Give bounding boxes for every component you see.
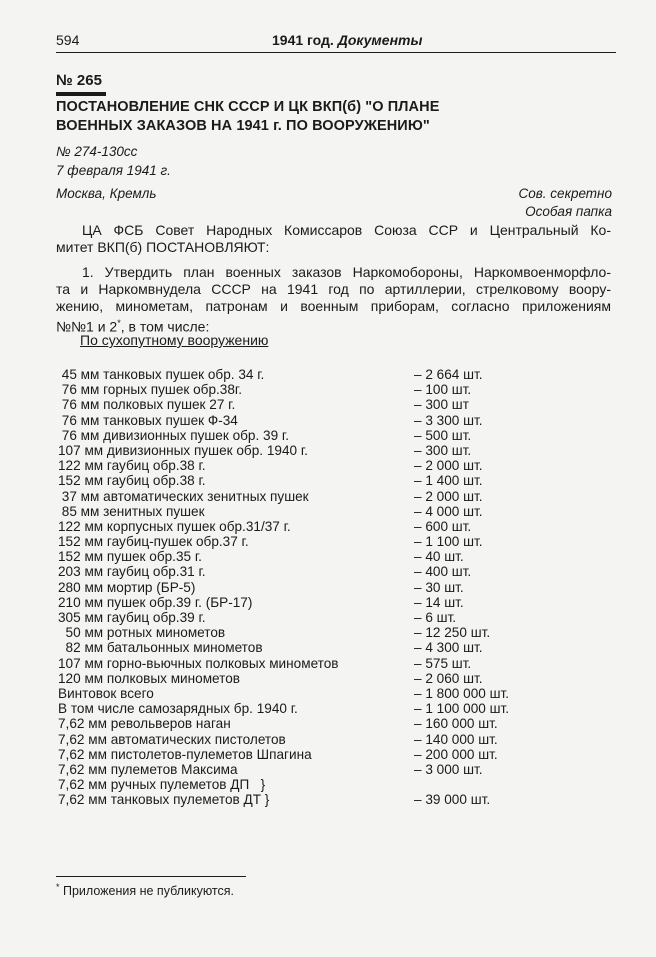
list-item <box>58 777 578 792</box>
list-item <box>58 504 578 519</box>
footnote <box>56 882 234 898</box>
item-quantity: – 600 шт. <box>414 518 472 534</box>
preamble <box>56 222 611 256</box>
item-name: 122 мм корпусных пушек обр.31/37 г. <box>58 518 291 534</box>
item-name: 280 мм мортир (БР-5) <box>58 579 196 595</box>
item-quantity: – 160 000 шт. <box>414 716 498 732</box>
footnote-reference: * <box>117 318 121 328</box>
item-name: 76 мм полковых пушек 27 г. <box>58 397 236 413</box>
footnote-rule <box>56 876 246 877</box>
item-name: 7,62 мм пистолетов-пулеметов Шпагина <box>58 746 312 762</box>
list-item <box>58 443 578 458</box>
running-title-year: 1941 год. <box>272 32 334 48</box>
list-item <box>58 397 578 412</box>
item-quantity: – 30 шт. <box>414 579 464 595</box>
list-item <box>58 716 578 731</box>
list-item <box>58 732 578 747</box>
footnote-text: Приложения не публикуются. <box>59 884 234 899</box>
item-name: 7,62 мм ручных пулеметов ДП } <box>58 777 266 793</box>
item-name: 210 мм пушек обр.39 г. (БР-17) <box>58 594 253 610</box>
point-1-line: 1. Утвердить план военных заказов Наркомобороны, Наркомвоенморфло- <box>82 264 611 280</box>
item-quantity: – 200 000 шт. <box>414 746 498 762</box>
point-1 <box>56 264 611 336</box>
item-name: 107 мм дивизионных пушек обр. 1940 г. <box>58 442 308 458</box>
document-number: № 265 <box>56 72 102 89</box>
item-quantity: – 2 000 шт. <box>414 458 483 474</box>
page-number: 594 <box>56 32 80 48</box>
list-item <box>58 519 578 534</box>
list-item <box>58 701 578 716</box>
footnote-mark: * <box>56 882 60 892</box>
list-item <box>58 747 578 762</box>
item-name: 152 мм пушек обр.35 г. <box>58 549 202 565</box>
document-date: 7 февраля 1941 г. <box>56 163 171 178</box>
list-item <box>58 367 578 382</box>
document-place: Москва, Кремль <box>56 186 157 201</box>
item-name: Винтовок всего <box>58 685 154 701</box>
item-name: 50 мм ротных минометов <box>58 625 226 641</box>
item-name: 7,62 мм пулеметов Максима <box>58 761 238 777</box>
item-quantity: – 100 шт. <box>414 382 472 398</box>
list-item <box>58 382 578 397</box>
running-title-section: Документы <box>337 32 423 48</box>
item-quantity: – 1 800 000 шт. <box>414 685 509 701</box>
document-title-line: ВОЕННЫХ ЗАКАЗОВ НА 1941 г. ПО ВООРУЖЕНИЮ" <box>56 118 430 134</box>
item-name: 76 мм дивизионных пушек обр. 39 г. <box>58 427 290 443</box>
item-name: 76 мм горных пушек обр.38г. <box>58 382 242 398</box>
item-quantity: – 500 шт. <box>414 427 472 443</box>
item-quantity: – 140 000 шт. <box>414 731 498 747</box>
point-1-line: жению, минометам, патронам и военным приборам, согласно приложениям <box>56 298 611 314</box>
item-name: 152 мм гаубиц-пушек обр.37 г. <box>58 534 249 550</box>
item-quantity: – 6 шт. <box>414 610 457 625</box>
item-name: 37 мм автоматических зенитных пушек <box>58 488 309 504</box>
list-item <box>58 656 578 671</box>
running-title <box>272 32 422 48</box>
list-item <box>58 792 578 807</box>
item-name: 85 мм зенитных пушек <box>58 503 205 519</box>
document-number-rule <box>56 92 106 96</box>
classification-folder: Особая папка <box>525 204 612 219</box>
item-quantity: – 300 шт <box>414 397 469 413</box>
item-name: 107 мм горно-вьючных полковых минометов <box>58 655 339 671</box>
point-1-text: №№1 и 2 <box>56 318 118 335</box>
item-quantity: – 40 шт. <box>414 549 464 565</box>
item-name: 203 мм гаубиц обр.31 г. <box>58 564 206 580</box>
list-item <box>58 489 578 504</box>
list-item <box>58 610 578 625</box>
item-quantity: – 2 060 шт. <box>414 670 483 686</box>
item-name: 305 мм гаубиц обр.39 г. <box>58 610 206 625</box>
item-name: 120 мм полковых минометов <box>58 670 241 686</box>
list-item <box>58 473 578 488</box>
list-item <box>58 413 578 428</box>
item-quantity: – 3 300 шт. <box>414 412 483 428</box>
preamble-line: митет ВКП(б) ПОСТАНОВЛЯЮТ: <box>56 239 270 255</box>
item-quantity: – 400 шт. <box>414 564 472 580</box>
item-quantity: – 1 400 шт. <box>414 473 483 489</box>
document-title-line: ПОСТАНОВЛЕНИЕ СНК СССР И ЦК ВКП(б) "О ПЛАНЕ <box>56 99 440 115</box>
item-name: 7,62 мм автоматических пистолетов <box>58 731 286 747</box>
list-item <box>58 640 578 655</box>
list-item <box>58 580 578 595</box>
item-name: 7,62 мм револьверов наган <box>58 716 231 732</box>
item-quantity: – 2 664 шт. <box>414 367 483 382</box>
item-name: В том числе самозарядных бр. 1940 г. <box>58 701 298 717</box>
weapons-list <box>58 367 578 807</box>
preamble-line: ЦА ФСБ Совет Народных Комиссаров Союза ССР и Центральный Ко- <box>82 222 611 238</box>
registration-number: № 274-130сс <box>56 144 138 159</box>
list-item <box>58 762 578 777</box>
item-quantity: – 39 000 шт. <box>414 792 491 808</box>
section-subheading: По сухопутному вооружению <box>80 332 269 348</box>
point-1-line: та и Наркомвнудела СССР на 1941 год по артиллерии, стрелковому воору- <box>56 281 611 297</box>
item-name: 152 мм гаубиц обр.38 г. <box>58 473 206 489</box>
item-name: 76 мм танковых пушек Ф-34 <box>58 412 238 428</box>
item-quantity: – 14 шт. <box>414 594 464 610</box>
item-quantity: – 1 100 000 шт. <box>414 701 509 717</box>
item-quantity: – 300 шт. <box>414 442 472 458</box>
item-name: 122 мм гаубиц обр.38 г. <box>58 458 206 474</box>
list-item <box>58 534 578 549</box>
document-title <box>56 98 526 136</box>
list-item <box>58 595 578 610</box>
list-item <box>58 564 578 579</box>
item-quantity: – 575 шт. <box>414 655 472 671</box>
list-item <box>58 458 578 473</box>
list-item <box>58 549 578 564</box>
item-name: 7,62 мм танковых пулеметов ДТ } <box>58 792 270 808</box>
item-quantity: – 4 000 шт. <box>414 503 483 519</box>
list-item <box>58 686 578 701</box>
classification-secret: Сов. секретно <box>518 186 612 201</box>
item-quantity: – 3 000 шт. <box>414 761 483 777</box>
item-quantity: – 12 250 шт. <box>414 625 491 641</box>
list-item <box>58 625 578 640</box>
item-name: 45 мм танковых пушек обр. 34 г. <box>58 367 265 382</box>
item-quantity: – 1 100 шт. <box>414 534 483 550</box>
list-item <box>58 671 578 686</box>
list-item <box>58 428 578 443</box>
page-header <box>56 30 616 53</box>
item-quantity: – 4 300 шт. <box>414 640 483 656</box>
item-quantity: – 2 000 шт. <box>414 488 483 504</box>
item-name: 82 мм батальонных минометов <box>58 640 263 656</box>
point-1-text: , в том числе: <box>120 318 210 335</box>
